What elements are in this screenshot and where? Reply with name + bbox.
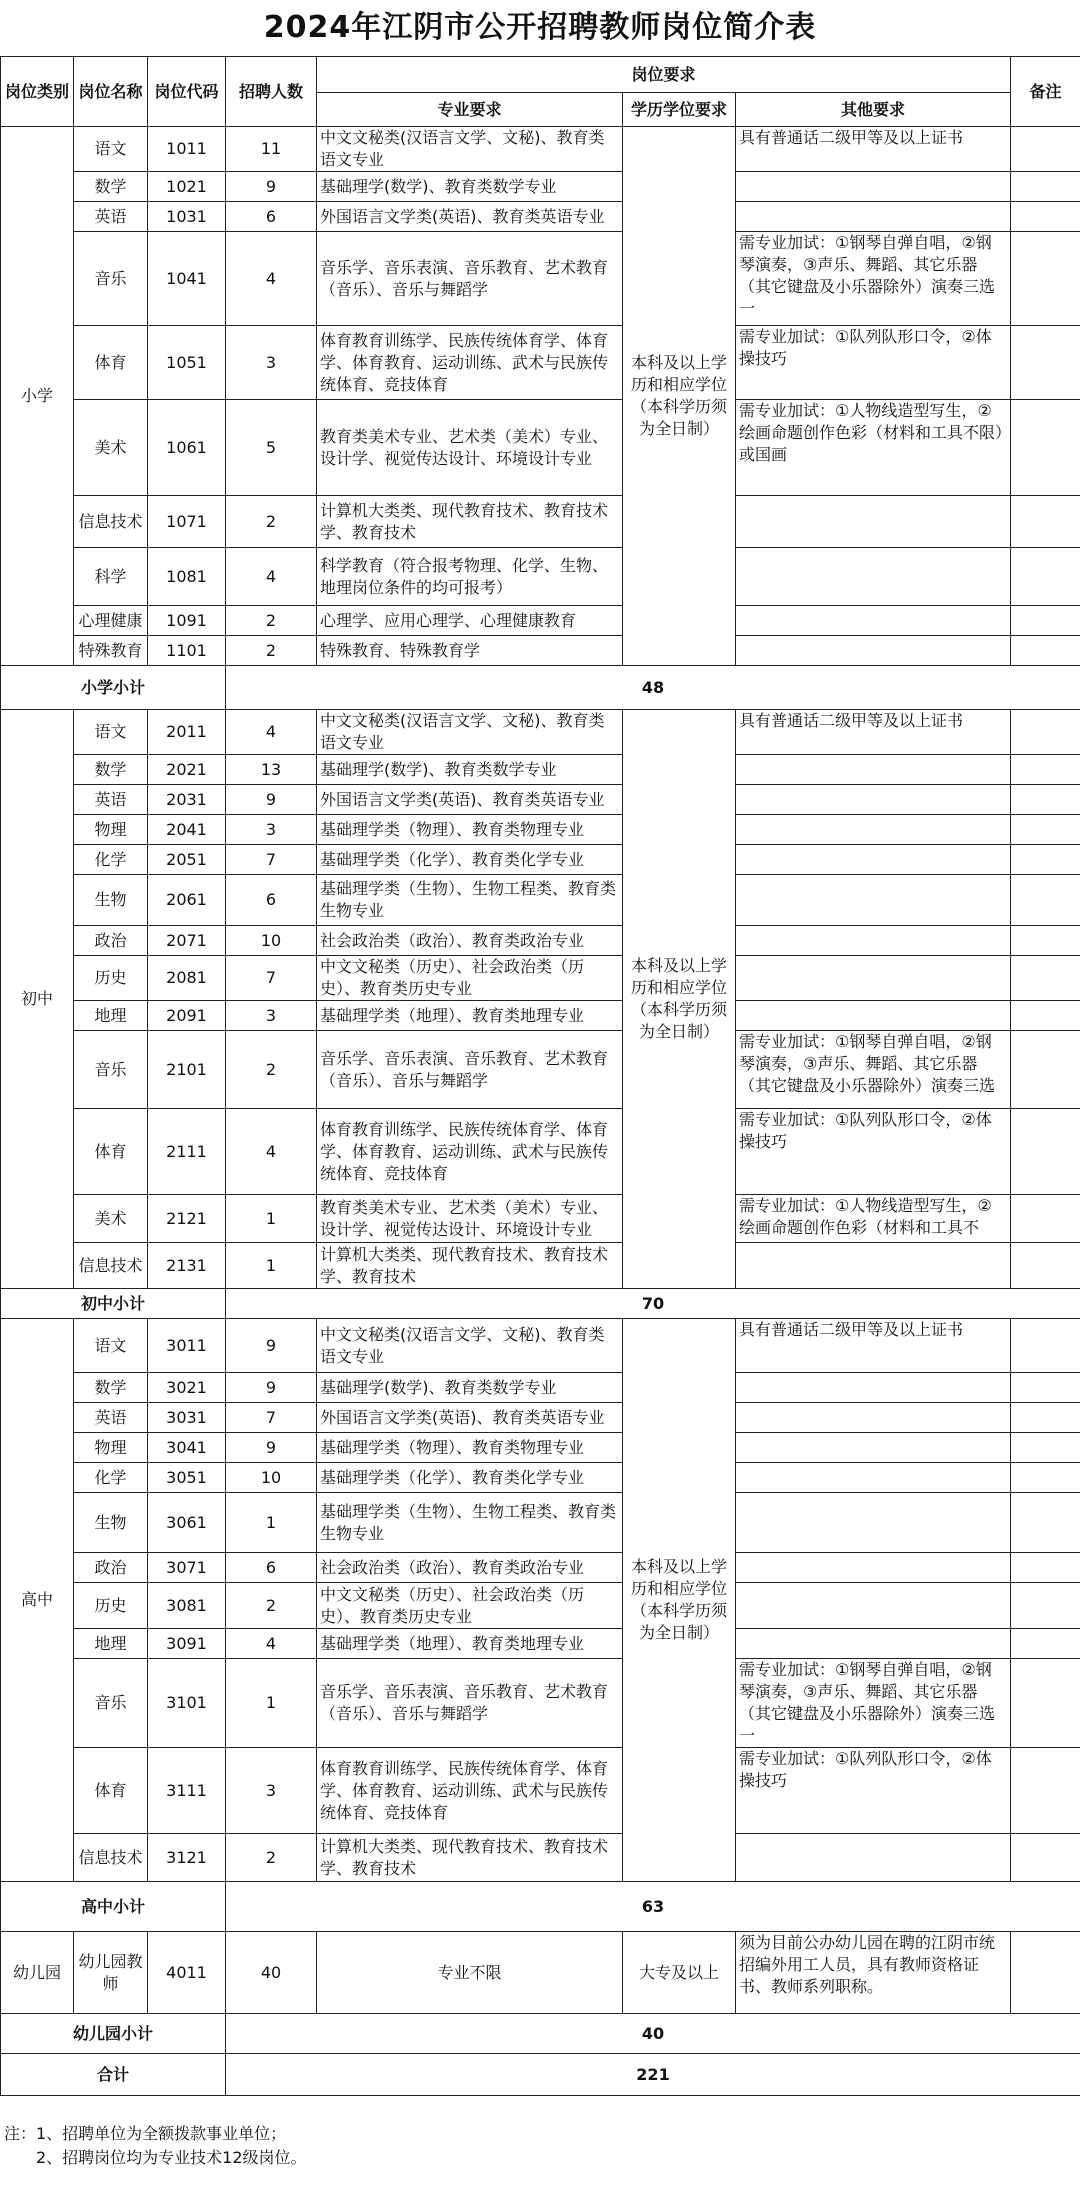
category-cell: 幼儿园 [1, 1932, 74, 2014]
hire-count: 4 [226, 548, 317, 606]
table-row [1, 127, 1080, 172]
table-row [1, 845, 1080, 875]
remark-cell [1011, 1748, 1080, 1834]
table-row [1, 548, 1080, 606]
subtotal-row [1, 1289, 1080, 1319]
education-requirement: 本科及以上学历和相应学位（本科学历须为全日制） [623, 1319, 736, 1882]
position-code: 1081 [148, 548, 226, 606]
position-code: 1021 [148, 172, 226, 202]
table-row [1, 1195, 1080, 1243]
hire-count: 9 [226, 1373, 317, 1403]
position-name: 语文 [74, 710, 148, 755]
hire-count: 5 [226, 400, 317, 496]
hire-count: 3 [226, 815, 317, 845]
note-line: 注：1、招聘单位为全额拨款事业单位； [4, 2124, 287, 2143]
position-name: 生物 [74, 1493, 148, 1553]
header-major: 专业要求 [317, 93, 623, 127]
other-requirement [736, 172, 1011, 202]
position-code: 3121 [148, 1834, 226, 1882]
table-row [1, 1243, 1080, 1289]
subtotal-value: 70 [226, 1289, 1080, 1319]
position-code: 1051 [148, 326, 226, 400]
hire-count: 9 [226, 1433, 317, 1463]
other-requirement: 需专业加试：①队列队形口令，②体操技巧 [736, 1748, 1011, 1834]
hire-count: 2 [226, 1834, 317, 1882]
table-row [1, 1932, 1080, 2014]
remark-cell [1011, 1659, 1080, 1748]
remark-cell [1011, 172, 1080, 202]
position-name: 政治 [74, 1553, 148, 1583]
major-requirement: 基础理学类（地理）、教育类地理专业 [317, 1629, 623, 1659]
position-name: 物理 [74, 815, 148, 845]
major-requirement: 社会政治类（政治）、教育类政治专业 [317, 1553, 623, 1583]
position-name: 地理 [74, 1629, 148, 1659]
page-title: 2024年江阴市公开招聘教师岗位简介表 [263, 10, 817, 45]
major-requirement: 音乐学、音乐表演、音乐教育、艺术教育（音乐）、音乐与舞蹈学 [317, 1659, 623, 1748]
remark-cell [1011, 926, 1080, 956]
education-requirement: 本科及以上学历和相应学位（本科学历须为全日制） [623, 127, 736, 666]
other-requirement: 需专业加试：①队列队形口令，②体操技巧 [736, 326, 1011, 400]
category-cell: 初中 [1, 710, 74, 1289]
major-requirement: 计算机大类类、现代教育技术、教育技术学、教育技术 [317, 496, 623, 548]
hire-count: 7 [226, 845, 317, 875]
position-name: 历史 [74, 1583, 148, 1629]
position-code: 3041 [148, 1433, 226, 1463]
subtotal-row [1, 1882, 1080, 1932]
other-requirement: 需专业加试：①人物线造型写生，②绘画命题创作色彩（材料和工具不限）或国画 [736, 400, 1011, 496]
hire-count: 3 [226, 326, 317, 400]
positions-table [0, 56, 1080, 2096]
position-code: 1091 [148, 606, 226, 636]
position-code: 2041 [148, 815, 226, 845]
position-code: 4011 [148, 1932, 226, 2014]
other-requirement: 需专业加试：①钢琴自弹自唱，②钢琴演奏，③声乐、舞蹈、其它乐器（其它键盘及小乐器除外）演奏三选一 [736, 232, 1011, 326]
header-name: 岗位名称 [74, 57, 148, 127]
major-requirement: 社会政治类（政治）、教育类政治专业 [317, 926, 623, 956]
table-row [1, 710, 1080, 755]
remark-cell [1011, 815, 1080, 845]
hire-count: 2 [226, 496, 317, 548]
hire-count: 10 [226, 926, 317, 956]
remark-cell [1011, 606, 1080, 636]
subtotal-label: 初中小计 [1, 1289, 226, 1319]
subtotal-label: 小学小计 [1, 666, 226, 710]
position-name: 数学 [74, 172, 148, 202]
position-code: 2081 [148, 956, 226, 1001]
position-code: 3011 [148, 1319, 226, 1373]
major-requirement: 外国语言文学类(英语)、教育类英语专业 [317, 202, 623, 232]
other-requirement [736, 496, 1011, 548]
hire-count: 4 [226, 710, 317, 755]
other-requirement: 需专业加试：①队列队形口令，②体操技巧 [736, 1109, 1011, 1195]
position-code: 1041 [148, 232, 226, 326]
major-requirement: 中文文秘类(汉语言文学、文秘)、教育类语文专业 [317, 1319, 623, 1373]
major-requirement: 外国语言文学类(英语)、教育类英语专业 [317, 1403, 623, 1433]
other-requirement: 须为目前公办幼儿园在聘的江阴市统招编外用工人员，具有教师资格证书、教师系列职称。 [736, 1932, 1011, 2014]
table-row [1, 1463, 1080, 1493]
hire-count: 7 [226, 956, 317, 1001]
other-requirement [736, 956, 1011, 1001]
total-label: 合计 [1, 2054, 226, 2096]
position-name: 政治 [74, 926, 148, 956]
major-requirement: 基础理学类（物理）、教育类物理专业 [317, 1433, 623, 1463]
other-requirement [736, 636, 1011, 666]
hire-count: 7 [226, 1403, 317, 1433]
major-requirement: 基础理学类（地理）、教育类地理专业 [317, 1001, 623, 1031]
remark-cell [1011, 232, 1080, 326]
education-requirement: 大专及以上 [623, 1932, 736, 2014]
position-name: 信息技术 [74, 1834, 148, 1882]
subtotal-label: 高中小计 [1, 1882, 226, 1932]
category-cell: 小学 [1, 127, 74, 666]
hire-count: 9 [226, 1319, 317, 1373]
subtotal-row [1, 2014, 1080, 2054]
hire-count: 9 [226, 785, 317, 815]
other-requirement: 具有普通话二级甲等及以上证书 [736, 710, 1011, 755]
position-name: 化学 [74, 845, 148, 875]
major-requirement: 外国语言文学类(英语)、教育类英语专业 [317, 785, 623, 815]
position-code: 2111 [148, 1109, 226, 1195]
major-requirement: 体育教育训练学、民族传统体育学、体育学、体育教育、运动训练、武术与民族传统体育、竞技体育 [317, 1748, 623, 1834]
position-code: 2011 [148, 710, 226, 755]
position-name: 音乐 [74, 1659, 148, 1748]
remark-cell [1011, 956, 1080, 1001]
hire-count: 10 [226, 1463, 317, 1493]
position-code: 2131 [148, 1243, 226, 1289]
other-requirement [736, 1553, 1011, 1583]
major-requirement: 体育教育训练学、民族传统体育学、体育学、体育教育、运动训练、武术与民族传统体育、竞技体育 [317, 326, 623, 400]
table-row [1, 1659, 1080, 1748]
position-code: 3061 [148, 1493, 226, 1553]
remark-cell [1011, 755, 1080, 785]
table-row [1, 1001, 1080, 1031]
major-requirement: 基础理学(数学)、教育类数学专业 [317, 755, 623, 785]
position-name: 体育 [74, 326, 148, 400]
position-name: 信息技术 [74, 1243, 148, 1289]
position-code: 2121 [148, 1195, 226, 1243]
hire-count: 2 [226, 606, 317, 636]
table-row [1, 326, 1080, 400]
other-requirement [736, 202, 1011, 232]
position-name: 物理 [74, 1433, 148, 1463]
position-name: 语文 [74, 1319, 148, 1373]
position-code: 2051 [148, 845, 226, 875]
table-body [1, 127, 1080, 2096]
position-name: 数学 [74, 755, 148, 785]
position-code: 1011 [148, 127, 226, 172]
major-requirement: 基础理学类（化学）、教育类化学专业 [317, 1463, 623, 1493]
table-row [1, 1319, 1080, 1373]
category-cell: 高中 [1, 1319, 74, 1882]
position-code: 1101 [148, 636, 226, 666]
hire-count: 2 [226, 1583, 317, 1629]
other-requirement: 具有普通话二级甲等及以上证书 [736, 127, 1011, 172]
remark-cell [1011, 326, 1080, 400]
hire-count: 1 [226, 1493, 317, 1553]
major-requirement: 心理学、应用心理学、心理健康教育 [317, 606, 623, 636]
remark-cell [1011, 400, 1080, 496]
major-requirement: 计算机大类类、现代教育技术、教育技术学、教育技术 [317, 1243, 623, 1289]
other-requirement: 需专业加试：①人物线造型写生，②绘画命题创作色彩（材料和工具不 [736, 1195, 1011, 1243]
hire-count: 1 [226, 1243, 317, 1289]
remark-cell [1011, 548, 1080, 606]
hire-count: 2 [226, 1031, 317, 1109]
other-requirement [736, 1433, 1011, 1463]
other-requirement [736, 1583, 1011, 1629]
hire-count: 11 [226, 127, 317, 172]
position-code: 3031 [148, 1403, 226, 1433]
position-code: 2031 [148, 785, 226, 815]
header-count: 招聘人数 [226, 57, 317, 127]
position-name: 化学 [74, 1463, 148, 1493]
remark-cell [1011, 875, 1080, 926]
hire-count: 6 [226, 1553, 317, 1583]
remark-cell [1011, 1001, 1080, 1031]
major-requirement: 基础理学(数学)、教育类数学专业 [317, 1373, 623, 1403]
position-code: 1031 [148, 202, 226, 232]
remark-cell [1011, 1433, 1080, 1463]
hire-count: 40 [226, 1932, 317, 2014]
remark-cell [1011, 1373, 1080, 1403]
hire-count: 13 [226, 755, 317, 785]
major-requirement: 音乐学、音乐表演、音乐教育、艺术教育（音乐）、音乐与舞蹈学 [317, 1031, 623, 1109]
other-requirement [736, 606, 1011, 636]
other-requirement [736, 1629, 1011, 1659]
major-requirement: 中文文秘类（历史）、社会政治类（历史）、教育类历史专业 [317, 956, 623, 1001]
header-category: 岗位类别 [1, 57, 74, 127]
subtotal-value: 48 [226, 666, 1080, 710]
major-requirement: 体育教育训练学、民族传统体育学、体育学、体育教育、运动训练、武术与民族传统体育、竞技体育 [317, 1109, 623, 1195]
remark-cell [1011, 1319, 1080, 1373]
position-name: 美术 [74, 1195, 148, 1243]
position-name: 音乐 [74, 1031, 148, 1109]
position-code: 2021 [148, 755, 226, 785]
table-row [1, 172, 1080, 202]
position-code: 3071 [148, 1553, 226, 1583]
header-requirements: 岗位要求 [317, 57, 1011, 93]
major-requirement: 中文文秘类(汉语言文学、文秘)、教育类语文专业 [317, 710, 623, 755]
other-requirement [736, 875, 1011, 926]
position-name: 音乐 [74, 232, 148, 326]
other-requirement [736, 1243, 1011, 1289]
position-code: 3101 [148, 1659, 226, 1748]
other-requirement [736, 548, 1011, 606]
position-name: 特殊教育 [74, 636, 148, 666]
hire-count: 4 [226, 1109, 317, 1195]
remark-cell [1011, 1403, 1080, 1433]
other-requirement [736, 1373, 1011, 1403]
position-code: 3081 [148, 1583, 226, 1629]
major-requirement: 特殊教育、特殊教育学 [317, 636, 623, 666]
table-row [1, 1109, 1080, 1195]
hire-count: 3 [226, 1001, 317, 1031]
position-code: 2071 [148, 926, 226, 956]
major-requirement: 教育类美术专业、艺术类（美术）专业、设计学、视觉传达设计、环境设计专业 [317, 400, 623, 496]
table-row [1, 755, 1080, 785]
header-code: 岗位代码 [148, 57, 226, 127]
position-name: 英语 [74, 785, 148, 815]
hire-count: 4 [226, 232, 317, 326]
table-row [1, 1373, 1080, 1403]
position-name: 幼儿园教师 [74, 1932, 148, 2014]
remark-cell [1011, 1195, 1080, 1243]
position-code: 1061 [148, 400, 226, 496]
major-requirement: 音乐学、音乐表演、音乐教育、艺术教育（音乐）、音乐与舞蹈学 [317, 232, 623, 326]
other-requirement [736, 845, 1011, 875]
table-row [1, 785, 1080, 815]
education-requirement: 本科及以上学历和相应学位（本科学历须为全日制） [623, 710, 736, 1289]
other-requirement [736, 1001, 1011, 1031]
remark-cell [1011, 1493, 1080, 1553]
remark-cell [1011, 1463, 1080, 1493]
remark-cell [1011, 127, 1080, 172]
major-requirement: 计算机大类类、现代教育技术、教育技术学、教育技术 [317, 1834, 623, 1882]
table-row [1, 1493, 1080, 1553]
remark-cell [1011, 785, 1080, 815]
header-edu: 学历学位要求 [623, 93, 736, 127]
major-requirement: 基础理学(数学)、教育类数学专业 [317, 172, 623, 202]
position-code: 2091 [148, 1001, 226, 1031]
major-requirement: 中文文秘类(汉语言文学、文秘)、教育类语文专业 [317, 127, 623, 172]
position-code: 2061 [148, 875, 226, 926]
table-row [1, 956, 1080, 1001]
other-requirement [736, 785, 1011, 815]
remark-cell [1011, 1583, 1080, 1629]
position-name: 历史 [74, 956, 148, 1001]
table-row [1, 1748, 1080, 1834]
subtotal-value: 63 [226, 1882, 1080, 1932]
remark-cell [1011, 1553, 1080, 1583]
other-requirement [736, 1463, 1011, 1493]
total-value: 221 [226, 2054, 1080, 2096]
table-row [1, 1629, 1080, 1659]
other-requirement: 需专业加试：①钢琴自弹自唱，②钢琴演奏，③声乐、舞蹈、其它乐器（其它键盘及小乐器除外）演奏三选一 [736, 1659, 1011, 1748]
hire-count: 2 [226, 636, 317, 666]
position-name: 信息技术 [74, 496, 148, 548]
position-name: 语文 [74, 127, 148, 172]
subtotal-label: 幼儿园小计 [1, 2014, 226, 2054]
remark-cell [1011, 1629, 1080, 1659]
position-code: 3091 [148, 1629, 226, 1659]
remark-cell [1011, 1932, 1080, 2014]
remark-cell [1011, 845, 1080, 875]
table-row [1, 815, 1080, 845]
position-name: 科学 [74, 548, 148, 606]
header-other: 其他要求 [736, 93, 1011, 127]
table-row [1, 606, 1080, 636]
position-code: 2101 [148, 1031, 226, 1109]
remark-cell [1011, 1031, 1080, 1109]
major-requirement: 基础理学类（物理）、教育类物理专业 [317, 815, 623, 845]
table-row [1, 636, 1080, 666]
other-requirement [736, 1834, 1011, 1882]
position-name: 美术 [74, 400, 148, 496]
position-code: 1071 [148, 496, 226, 548]
remark-cell [1011, 1243, 1080, 1289]
hire-count: 4 [226, 1629, 317, 1659]
table-row [1, 1403, 1080, 1433]
table-row [1, 202, 1080, 232]
other-requirement [736, 1493, 1011, 1553]
position-name: 英语 [74, 1403, 148, 1433]
remark-cell [1011, 710, 1080, 755]
table-row [1, 875, 1080, 926]
table-row [1, 232, 1080, 326]
position-name: 地理 [74, 1001, 148, 1031]
table-row [1, 1553, 1080, 1583]
major-requirement: 基础理学类（生物）、生物工程类、教育类生物专业 [317, 875, 623, 926]
major-requirement: 中文文秘类（历史）、社会政治类（历史）、教育类历史专业 [317, 1583, 623, 1629]
table-row [1, 1031, 1080, 1109]
other-requirement [736, 926, 1011, 956]
major-requirement: 基础理学类（化学）、教育类化学专业 [317, 845, 623, 875]
remark-cell [1011, 636, 1080, 666]
position-name: 数学 [74, 1373, 148, 1403]
major-requirement: 专业不限 [317, 1932, 623, 2014]
table-row [1, 926, 1080, 956]
major-requirement: 教育类美术专业、艺术类（美术）专业、设计学、视觉传达设计、环境设计专业 [317, 1195, 623, 1243]
other-requirement [736, 755, 1011, 785]
table-row [1, 1433, 1080, 1463]
other-requirement [736, 1403, 1011, 1433]
position-name: 心理健康 [74, 606, 148, 636]
remark-cell [1011, 1109, 1080, 1195]
position-code: 3111 [148, 1748, 226, 1834]
hire-count: 6 [226, 875, 317, 926]
position-code: 3021 [148, 1373, 226, 1403]
hire-count: 9 [226, 172, 317, 202]
table-row [1, 400, 1080, 496]
position-name: 生物 [74, 875, 148, 926]
subtotal-value: 40 [226, 2014, 1080, 2054]
remark-cell [1011, 496, 1080, 548]
other-requirement: 需专业加试：①钢琴自弹自唱，②钢琴演奏，③声乐、舞蹈、其它乐器（其它键盘及小乐器除外）演奏三选 [736, 1031, 1011, 1109]
hire-count: 1 [226, 1195, 317, 1243]
position-name: 体育 [74, 1748, 148, 1834]
hire-count: 6 [226, 202, 317, 232]
major-requirement: 科学教育（符合报考物理、化学、生物、地理岗位条件的均可报考） [317, 548, 623, 606]
remark-cell [1011, 202, 1080, 232]
table-row [1, 1583, 1080, 1629]
major-requirement: 基础理学类（生物）、生物工程类、教育类生物专业 [317, 1493, 623, 1553]
total-row [1, 2054, 1080, 2096]
position-code: 3051 [148, 1463, 226, 1493]
header-remark: 备注 [1011, 57, 1080, 127]
table-row [1, 496, 1080, 548]
remark-cell [1011, 1834, 1080, 1882]
notes [4, 2122, 307, 2170]
position-name: 英语 [74, 202, 148, 232]
other-requirement [736, 815, 1011, 845]
note-line: 2、招聘岗位均为专业技术12级岗位。 [4, 2148, 307, 2167]
position-name: 体育 [74, 1109, 148, 1195]
hire-count: 1 [226, 1659, 317, 1748]
subtotal-row [1, 666, 1080, 710]
table-row [1, 1834, 1080, 1882]
hire-count: 3 [226, 1748, 317, 1834]
other-requirement: 具有普通话二级甲等及以上证书 [736, 1319, 1011, 1373]
